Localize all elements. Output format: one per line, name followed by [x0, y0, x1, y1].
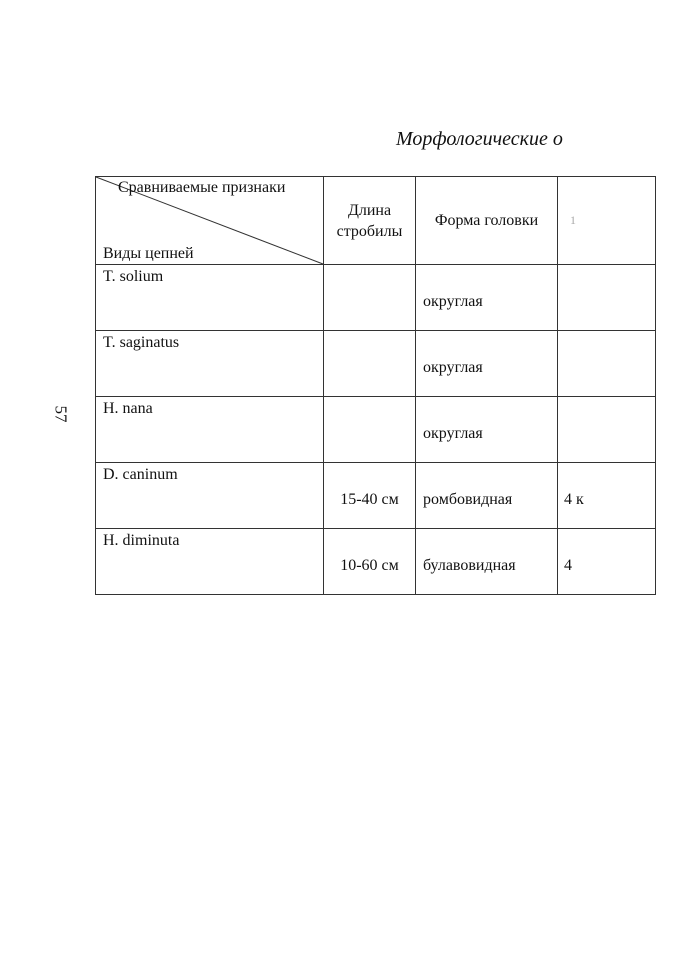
head-shape-cell: булавовидная — [416, 529, 558, 595]
species-cell: D. caninum — [96, 463, 324, 529]
morphology-table — [95, 176, 656, 595]
species-cell: H. diminuta — [96, 529, 324, 595]
head-shape-cell: округлая — [416, 265, 558, 331]
table-row — [96, 265, 656, 331]
head-shape-cell: округлая — [416, 397, 558, 463]
diagonal-header-cell — [96, 177, 324, 265]
species-cell: T. saginatus — [96, 331, 324, 397]
table-row — [96, 331, 656, 397]
table-row — [96, 529, 656, 595]
table-row — [96, 463, 656, 529]
head-shape-cell: ромбовидная — [416, 463, 558, 529]
compared-features-label: Сравниваемые признаки — [118, 179, 286, 196]
species-cell: H. nana — [96, 397, 324, 463]
species-cell: T. solium — [96, 265, 324, 331]
length-cell — [324, 331, 416, 397]
tapeworm-species-label: Виды цепней — [103, 245, 194, 262]
extra-cell — [558, 265, 656, 331]
table-container — [95, 176, 584, 597]
head-shape-cell: округлая — [416, 331, 558, 397]
table-row — [96, 397, 656, 463]
header-head-shape: Форма головки — [416, 177, 558, 265]
extra-cell: 4 к — [558, 463, 656, 529]
extra-cell — [558, 331, 656, 397]
length-cell: 10-60 см — [324, 529, 416, 595]
header-cut-off: 1 — [558, 177, 656, 265]
table-title: Морфологические о — [396, 128, 563, 150]
length-cell: 15-40 см — [324, 463, 416, 529]
header-strobila-length: Длина стробилы — [324, 177, 416, 265]
extra-cell: 4 — [558, 529, 656, 595]
table-header-row — [96, 177, 656, 265]
extra-cell — [558, 397, 656, 463]
length-cell — [324, 265, 416, 331]
page-number: 57 — [51, 405, 71, 423]
length-cell — [324, 397, 416, 463]
